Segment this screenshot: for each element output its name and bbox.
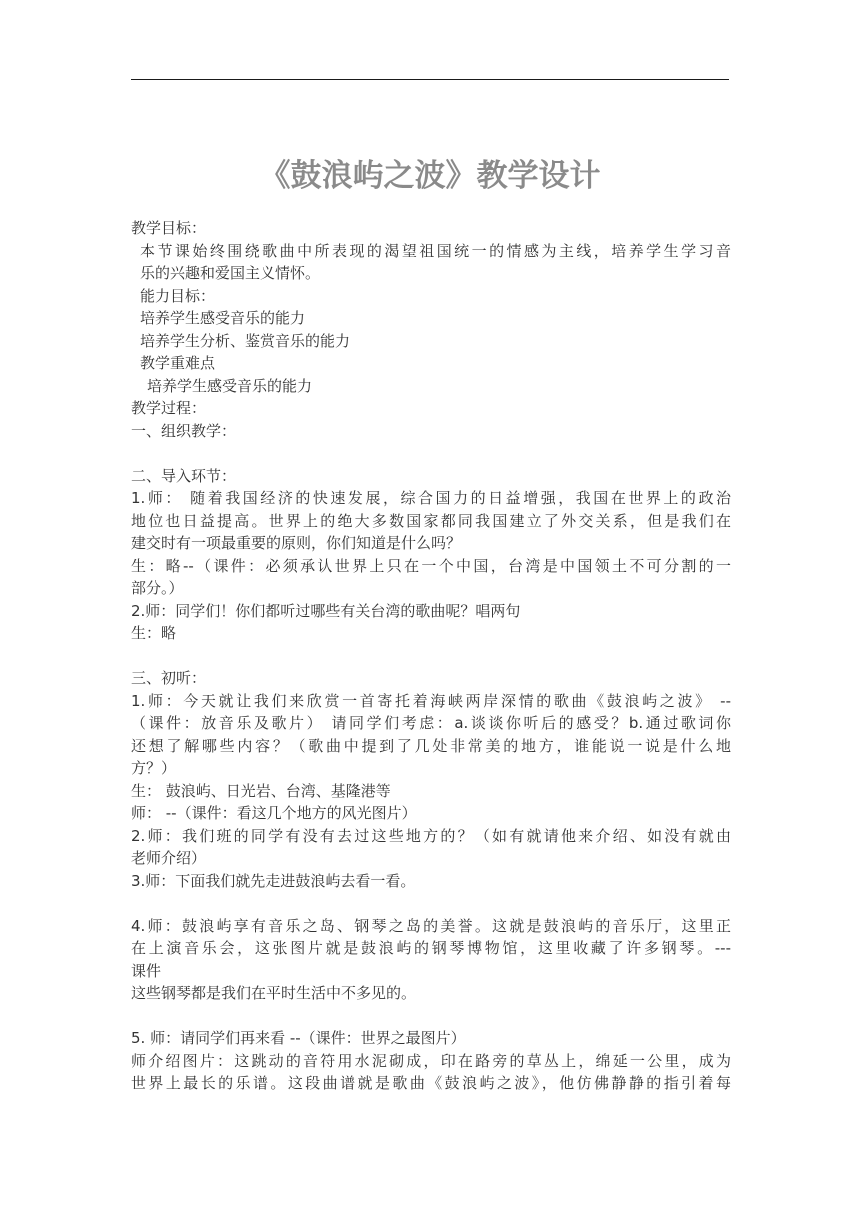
text-line: 在上演音乐会，这张图片就是鼓浪屿的钢琴博物馆，这里收藏了许多钢琴。--- <box>131 939 731 957</box>
text-line: 世界上最长的乐谱。这段曲谱就是歌曲《鼓浪屿之波》，他仿佛静静的指引着每 <box>131 1074 731 1092</box>
text-line: 培养学生感受音乐的能力 <box>140 309 306 327</box>
document-title: 《鼓浪屿之波》教学设计 <box>259 158 601 194</box>
text-line: 还想了解哪些内容？（歌曲中提到了几处非常美的地方，谁能说一说是什么地 <box>131 736 731 755</box>
blank-line <box>131 892 731 915</box>
text-line: 地位也日益提高。世界上的绝大多数国家都同我国建立了外交关系，但是我们在 <box>131 511 731 530</box>
text-line: 乐的兴趣和爱国主义情怀。 <box>140 264 321 282</box>
text-line: 3.师：下面我们就先走进鼓浪屿去看一看。 <box>131 871 416 890</box>
text-line: 三、初听： <box>131 669 207 687</box>
text-line: 教学过程： <box>131 399 207 417</box>
text-line: 生： 鼓浪屿、日光岩、台湾、基隆港等 <box>131 781 391 800</box>
text-line: 老师介绍） <box>131 849 207 867</box>
text-line: 师： --（课件：看这几个地方的风光图片） <box>131 804 417 822</box>
header-rule <box>131 79 729 80</box>
text-line: 能力目标： <box>140 286 216 305</box>
text-line: 生：略 <box>131 624 177 642</box>
text-line: 教学目标： <box>131 219 207 237</box>
text-line: 5. 师：请同学们再来看 --（课件：世界之最图片） <box>131 1029 466 1047</box>
blank-line <box>131 645 731 668</box>
text-line: 建交时有一项最重要的原则，你们知道是什么吗？ <box>131 534 462 552</box>
blank-line <box>131 1005 731 1028</box>
text-line: 培养学生分析、鉴赏音乐的能力 <box>140 331 351 350</box>
text-line: 课件 <box>131 961 162 980</box>
text-line: 1.师： 随着我国经济的快速发展，综合国力的日益增强，我国在世界上的政治 <box>131 489 731 507</box>
text-line: 2.师：我们班的同学有没有去过这些地方的？（如有就请他来介绍、如没有就由 <box>131 826 731 845</box>
text-line: 本节课始终围绕歌曲中所表现的渴望祖国统一的情感为主线，培养学生学习音 <box>140 241 731 260</box>
text-line: 培养学生感受音乐的能力 <box>147 376 313 395</box>
text-line: 1.师：今天就让我们来欣赏一首寄托着海峡两岸深情的歌曲《鼓浪屿之波》 -- <box>131 691 731 710</box>
text-line: 2.师：同学们！你们都听过哪些有关台湾的歌曲呢？唱两句 <box>131 601 521 620</box>
text-line: （课件：放音乐及歌片） 请同学们考虑：a.谈谈你听后的感受？b.通过歌词你 <box>131 714 731 732</box>
text-line: 这些钢琴都是我们在平时生活中不多见的。 <box>131 984 417 1002</box>
text-line: 师介绍图片：这跳动的音符用水泥砌成，印在路旁的草丛上，绵延一公里，成为 <box>131 1051 731 1070</box>
text-line: 部分。） <box>131 579 184 597</box>
text-line: 一、组织教学： <box>131 421 237 440</box>
text-line: 生：略--（课件：必须承认世界上只在一个中国，台湾是中国领土不可分割的一 <box>131 556 731 575</box>
document-body <box>131 217 731 1095</box>
text-line: 方？） <box>131 759 177 777</box>
text-line: 教学重难点 <box>140 354 216 372</box>
text-line: 二、导入环节： <box>131 466 237 485</box>
text-line: 4.师：鼓浪屿享有音乐之岛、钢琴之岛的美誉。这就是鼓浪屿的音乐厅，这里正 <box>131 916 731 935</box>
blank-line <box>131 442 731 465</box>
